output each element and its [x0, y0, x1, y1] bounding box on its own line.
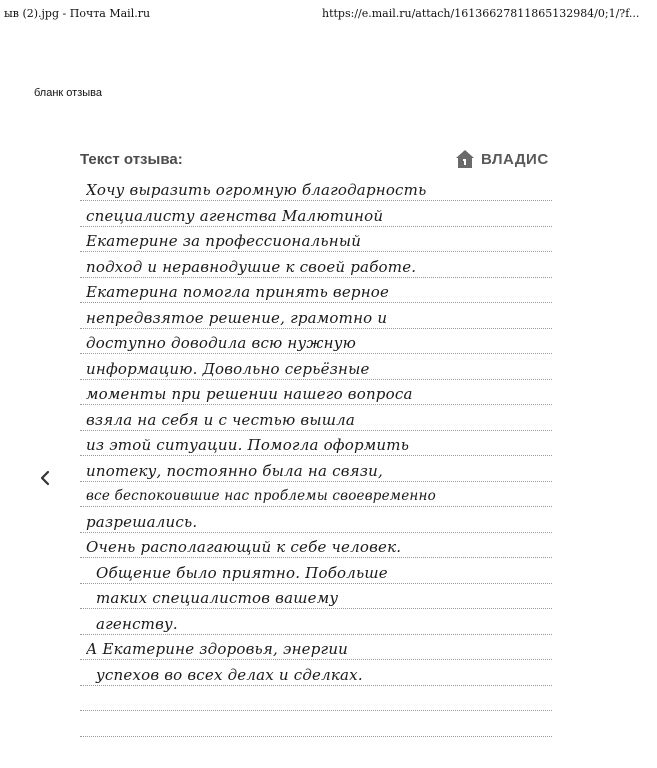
- ruled-line: [80, 710, 552, 711]
- handwriting-line: таких специалистов вашему: [96, 589, 339, 607]
- handwriting-line: специалисту агенства Малютиной: [86, 206, 384, 225]
- handwriting-line: подход и неравнодушие к своей работе.: [86, 257, 417, 276]
- previous-page-button[interactable]: [36, 467, 54, 489]
- print-url: https://e.mail.ru/attach/16136627811865132984/0;1/?f...: [322, 7, 640, 20]
- house-logo-icon: [455, 149, 475, 169]
- handwriting-line: ипотеку, постоянно была на связи,: [86, 461, 383, 480]
- handwriting-line: Екатерина помогла принять верное: [86, 283, 390, 301]
- handwriting-line: А Екатерине здоровья, энергии: [86, 640, 349, 658]
- handwriting-line: агенству.: [96, 614, 178, 633]
- handwriting-line: успехов во всех делах и сделках.: [96, 665, 363, 684]
- handwriting-line: непредвзятое решение, грамотно и: [86, 308, 388, 327]
- handwriting-line: Екатерине за профессиональный: [86, 232, 362, 250]
- brand-logo: [455, 149, 549, 169]
- print-title: ыв (2).jpg - Почта Mail.ru: [4, 7, 151, 20]
- handwriting-line: разрешались.: [86, 512, 198, 531]
- handwriting-line: информацию. Довольно серьёзные: [86, 359, 370, 378]
- chevron-left-icon: [40, 470, 50, 486]
- handwriting-line: доступно доводила всю нужную: [86, 334, 357, 352]
- handwriting-line: все беспокоившие нас проблемы своевременно: [86, 488, 436, 504]
- brand-name: ВЛАДИС: [481, 150, 549, 168]
- handwriting-line: Хочу выразить огромную благодарность: [86, 181, 427, 199]
- handwriting-line: взяла на себя и с честью вышла: [86, 410, 356, 429]
- handwritten-review: [86, 178, 556, 688]
- form-name: бланк отзыва: [34, 87, 102, 99]
- handwriting-line: Общение было приятно. Побольше: [96, 563, 388, 582]
- ruled-line: [80, 736, 552, 737]
- section-title: Текст отзыва:: [80, 151, 183, 168]
- handwriting-line: из этой ситуации. Помогла оформить: [86, 436, 410, 454]
- handwriting-line: Очень располагающий к себе человек.: [86, 538, 402, 556]
- handwriting-line: моменты при решении нашего вопроса: [86, 385, 413, 403]
- pdf-print-header: [0, 0, 657, 26]
